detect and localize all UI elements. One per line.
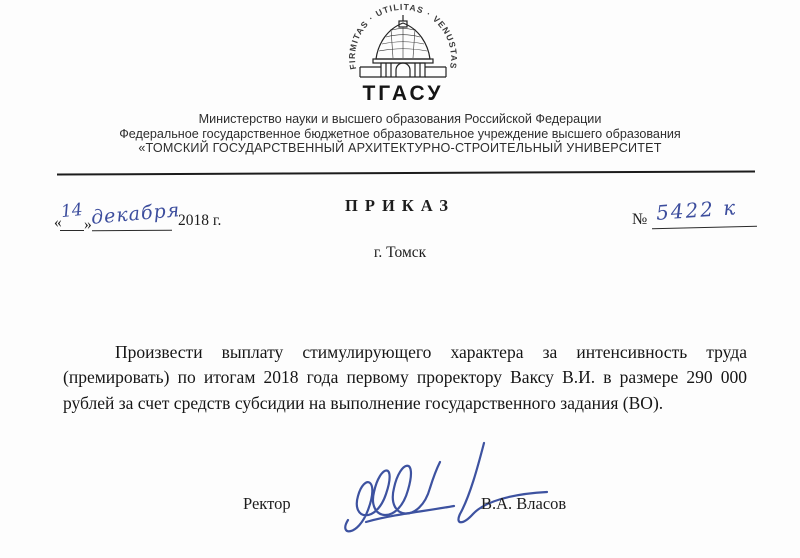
date-open-quote: « bbox=[54, 214, 62, 231]
handwritten-month: декабря bbox=[90, 199, 182, 229]
university-name-line: «ТОМСКИЙ ГОСУДАРСТВЕННЫЙ АРХИТЕКТУРНО-СТРОИТЕЛЬНЫЙ УНИВЕРСИТЕТ bbox=[138, 141, 662, 156]
emblem-acronym: ТГАСУ bbox=[362, 82, 444, 105]
day-underline bbox=[60, 230, 84, 231]
printed-year: 2018 г. bbox=[178, 212, 222, 229]
number-underline bbox=[652, 226, 757, 230]
emblem-building-icon bbox=[360, 15, 446, 77]
order-title: ПРИКАЗ bbox=[345, 196, 455, 215]
institution-type-line: Федеральное государственное бюджетное образовательное учреждение высшего образования bbox=[119, 126, 681, 141]
order-number-block bbox=[632, 195, 772, 234]
header-divider-line bbox=[57, 170, 755, 175]
ministry-line: Министерство науки и высшего образования Российской Федерации bbox=[198, 112, 602, 126]
signer-role-label: Ректор bbox=[243, 494, 291, 513]
emblem-motto-arc: FIRMITAS · UTILITAS · VENUSTAS bbox=[346, 2, 460, 71]
handwritten-order-number: 5422 к bbox=[655, 195, 738, 225]
handwritten-day: 14 bbox=[60, 199, 84, 223]
signer-name: В.А. Власов bbox=[481, 494, 567, 513]
date-block bbox=[54, 200, 284, 240]
number-sign: № bbox=[632, 211, 648, 228]
letterhead bbox=[0, 112, 800, 156]
university-emblem bbox=[333, 2, 473, 106]
date-close-quote: » bbox=[84, 216, 92, 233]
city-label: г. Томск bbox=[373, 244, 427, 261]
rector-signature-icon bbox=[332, 440, 552, 535]
order-body-text: Произвести выплату стимулирующего характера за интенсивность труда (премировать) по итогам 2018 года первому проректору Ваксу В.И. в размере 290 000 рублей за счет средств субсидии на выполнение государственного задания (ВО). bbox=[63, 341, 747, 413]
month-underline bbox=[92, 230, 172, 232]
